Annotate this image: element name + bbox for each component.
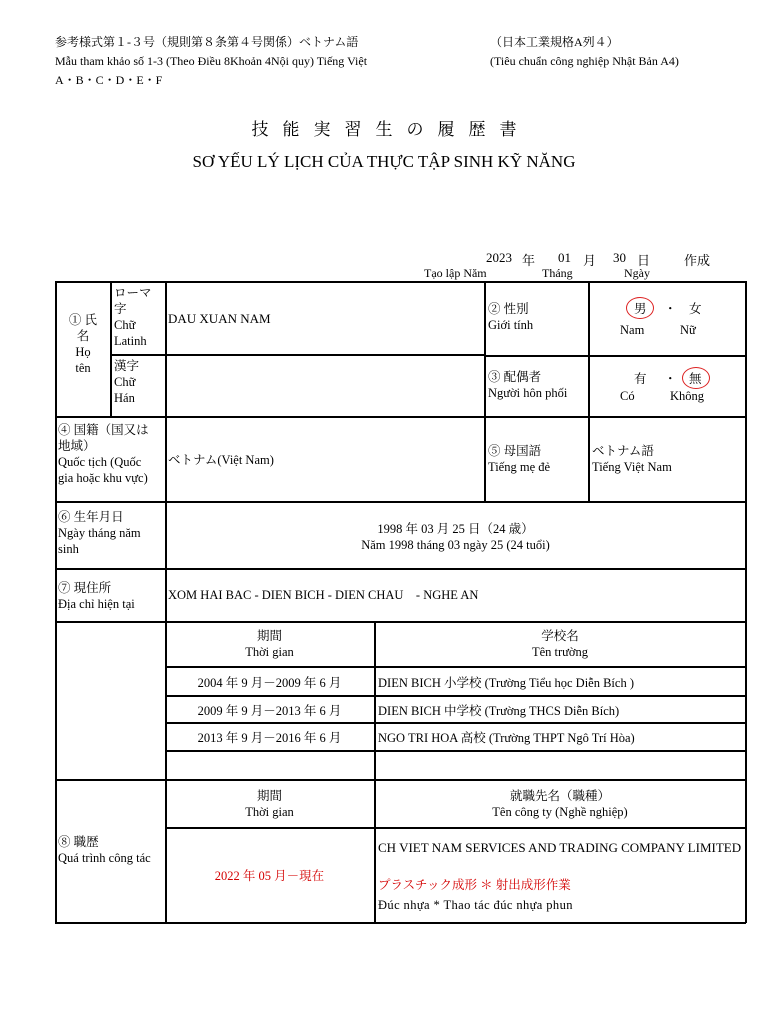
han-script-label: 漢字 Chữ Hán: [114, 359, 140, 405]
gender-female-vn: Nữ: [680, 323, 696, 337]
form-reference-header: [55, 33, 367, 90]
birthdate-label: ⑥ 生年月日 Ngày tháng năm sinh: [58, 510, 141, 556]
education-school: DIEN BICH 中学校 (Trường THCS Diễn Bích): [378, 704, 620, 718]
birthdate-value-vn: Năm 1998 tháng 03 ngày 25 (24 tuổi): [361, 538, 550, 552]
spouse-label: ③ 配偶者 Người hôn phối: [488, 370, 568, 400]
gender-label: ② 性別 Giới tính: [488, 302, 534, 332]
document-title-vn: SƠ YẾU LÝ LỊCH CỦA THỰC TẬP SINH KỸ NĂNG: [192, 152, 576, 171]
education-school-header: 学校名 Tên trường: [531, 629, 589, 659]
paper-standard-header: [490, 33, 679, 71]
form-reference-jp: 参考様式第１-３号（規則第８条第４号関係）ベトナム語: [55, 35, 359, 49]
gender-female-jp: 女: [689, 302, 702, 316]
education-school: DIEN BICH 小学校 (Trường Tiểu học Diễn Bích ): [378, 676, 634, 690]
education-period: 2013 年 9 月－2016 年 6 月: [197, 731, 342, 745]
spouse-selected-circle: [682, 367, 710, 389]
address-label: ⑦ 現住所 Địa chỉ hiện tại: [58, 581, 135, 611]
work-company-header: 就職先名（職種） Tên công ty (Nghề nghiệp): [492, 789, 628, 819]
nationality-value: ベトナム(Việt Nam): [168, 453, 274, 467]
date-month-unit: 月: [583, 253, 597, 268]
education-period: 2009 年 9 月－2013 年 6 月: [197, 704, 342, 718]
gender-separator: ・: [664, 302, 677, 316]
address-value: XOM HAI BAC - DIEN BICH - DIEN CHAU - NGHE AN: [168, 588, 479, 602]
date-year-unit: 年: [522, 253, 536, 268]
name-latin-value: DAU XUAN NAM: [168, 311, 271, 326]
date-day-unit: 日: [637, 253, 651, 268]
spouse-separator: ・: [664, 372, 677, 386]
nationality-label: ④ 国籍（国又は 地域） Quốc tịch (Quốc gia hoặc khu vực): [58, 423, 149, 485]
document-title-jp: 技能実習生の履歴書: [251, 120, 531, 139]
education-school: NGO TRI HOA 高校 (Trường THPT Ngô Trí Hòa): [378, 731, 635, 745]
work-period-value: 2022 年 05 月－現在: [214, 869, 325, 883]
date-label-year: Tạo lập Năm: [424, 266, 487, 280]
date-month: 01: [558, 250, 571, 265]
latin-script-label: ローマ 字 Chữ Latinh: [114, 286, 152, 348]
birthdate-value-jp: 1998 年 03 月 25 日（24 歳）: [377, 522, 534, 536]
education-period-header: 期間 Thời gian: [245, 629, 294, 659]
work-history-label: ⑧ 職歴 Quá trình công tác: [58, 835, 151, 865]
paper-standard-jp: （日本工業規格A列４）: [490, 35, 619, 49]
work-period-header: 期間 Thời gian: [245, 789, 294, 819]
date-created-jp: 作成: [684, 253, 711, 268]
spouse-no-jp: 無: [689, 372, 702, 386]
date-label-day: Ngày: [624, 266, 650, 280]
date-year: 2023: [486, 250, 512, 265]
work-job-vn: Đúc nhựa * Thao tác đúc nhựa phun: [378, 898, 573, 912]
work-company-value: CH VIET NAM SERVICES AND TRADING COMPANY LIMITED: [378, 840, 742, 855]
name-label-vn: Họ tên: [75, 345, 91, 375]
date-label-month: Tháng: [542, 266, 573, 280]
form-reference-vn: Mẫu tham khảo số 1-3 (Theo Điều 8Khoản 4Nội quy) Tiếng Việt: [55, 54, 368, 68]
name-label: ① 氏 名: [68, 313, 98, 343]
gender-selected-circle: [626, 297, 654, 319]
spouse-no-vn: Không: [670, 389, 705, 403]
gender-male-jp: 男: [634, 302, 647, 316]
spouse-yes-vn: Có: [620, 389, 635, 403]
education-period: 2004 年 9 月－2009 年 6 月: [197, 676, 342, 690]
date-day: 30: [613, 250, 626, 265]
form-variant-letters: A・B・C・D・E・F: [55, 73, 163, 87]
mother-tongue-value: ベトナム語 Tiếng Việt Nam: [592, 444, 672, 474]
spouse-yes-jp: 有: [634, 372, 647, 386]
mother-tongue-label: ⑤ 母国語 Tiếng mẹ đẻ: [488, 444, 551, 474]
work-job-jp: プラスチック成形 ＊ 射出成形作業: [378, 878, 571, 892]
paper-standard-vn: (Tiêu chuẩn công nghiệp Nhật Bản A4): [490, 54, 679, 68]
gender-male-vn: Nam: [620, 323, 645, 337]
